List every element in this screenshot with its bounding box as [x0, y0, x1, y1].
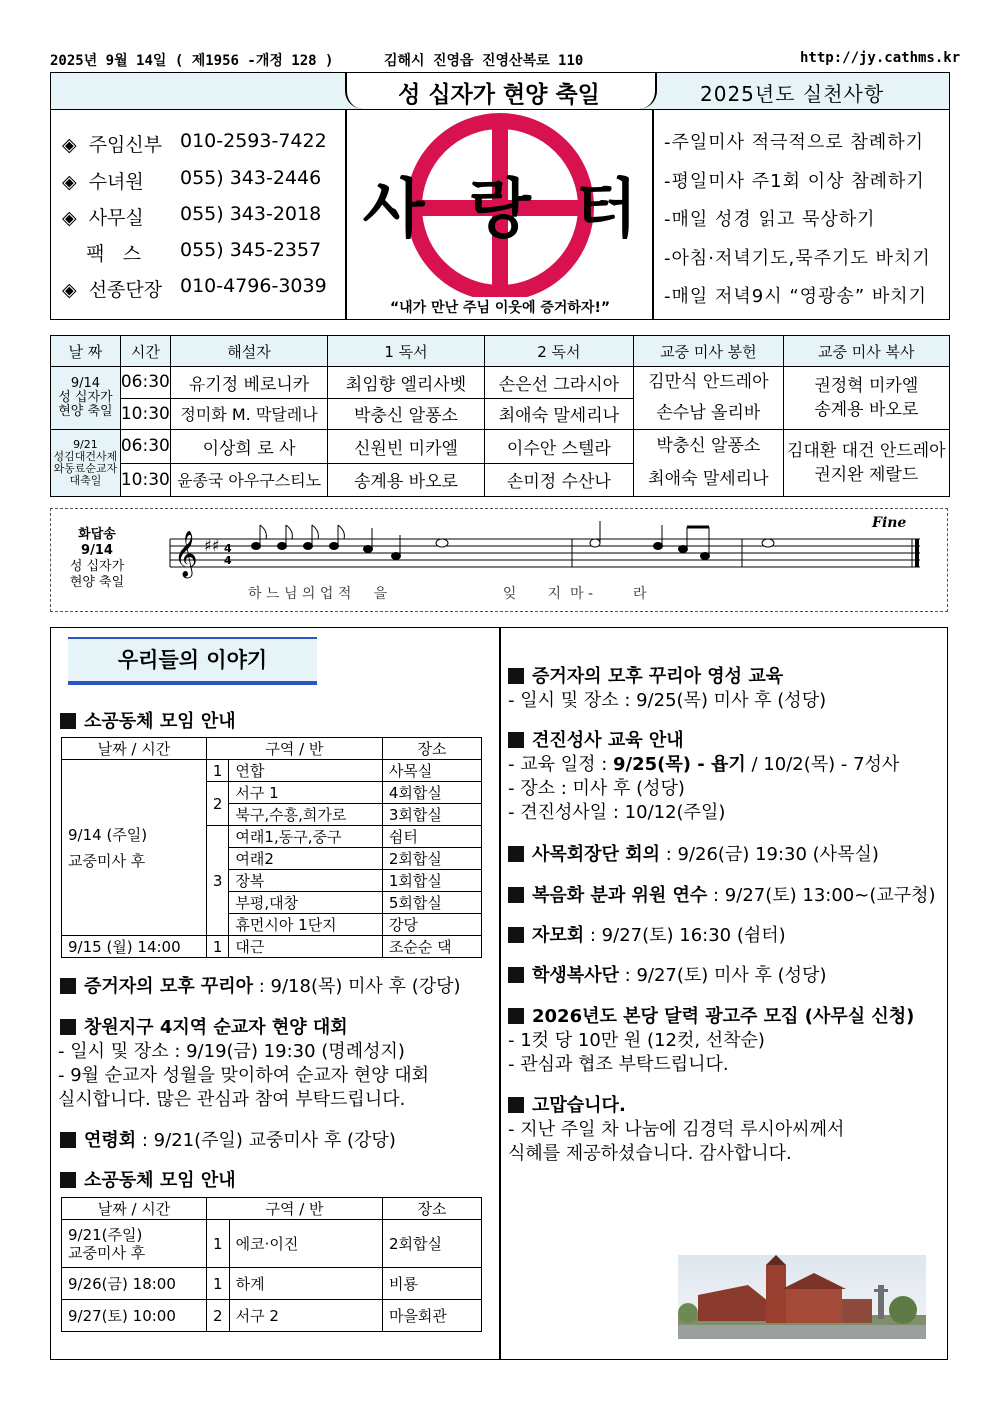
curia-education-line: - 일시 및 장소 : 9/25(목) 미사 후 (성당)	[508, 690, 827, 711]
place-cell: 사목실	[382, 760, 481, 782]
date-cell: 9/14 성 십자가 현양 축일	[51, 367, 121, 430]
thanks-line: - 지난 주일 차 나눔에 김경덕 루시아씨께서	[508, 1119, 845, 1140]
contact-convent: ◈ 수녀원 055) 343-2446	[62, 167, 322, 193]
cell: 최임향 엘리사벳	[328, 367, 484, 399]
zone-cell: 2	[207, 1300, 230, 1332]
contact-office: ◈ 사무실 055) 343-2018	[62, 203, 322, 229]
cell: 손미정 수산나	[484, 463, 633, 497]
place-cell: 4회합실	[382, 782, 481, 804]
heading-thanks: 고맙습니다.	[508, 1091, 626, 1117]
place-cell: 비룡	[382, 1268, 481, 1300]
church-photo	[678, 1255, 926, 1339]
ban-cell: 대근	[229, 936, 382, 958]
notice-council-meeting: 사목회장단 회의 : 9/26(금) 19:30 (사목실)	[508, 840, 879, 866]
place-cell: 쉼터	[382, 826, 481, 848]
ban-cell: 서구 2	[229, 1300, 382, 1332]
calendar-ads-line: - 1컷 당 10만 원 (12컷, 선착순)	[508, 1030, 765, 1051]
col-header: 장소	[382, 738, 481, 760]
time-cell: 10:30	[120, 398, 170, 430]
logo-text: 사 랑 터	[362, 173, 638, 247]
place-cell: 조순순 댁	[382, 936, 481, 958]
altar-server-cell: 권정혁 미카엘 송계용 바오로	[783, 367, 949, 430]
time-cell: 10:30	[120, 463, 170, 497]
date-cell: 9/27(토) 10:00	[62, 1300, 207, 1332]
ban-cell: 장복	[229, 870, 382, 892]
col-header: 구역 / 반	[207, 1198, 383, 1220]
col-header: 날 짜	[51, 336, 121, 367]
svg-text:4: 4	[224, 554, 232, 567]
zone-cell: 3	[206, 826, 229, 936]
zone-cell: 2	[206, 782, 229, 826]
psalm-lyric: 하 느 님 의 업 적 을 잊 지 마 - 라	[248, 586, 647, 602]
cell: 손은선 그라시아	[484, 367, 633, 399]
zone-cell: 1	[207, 1268, 230, 1300]
col-header: 해설자	[170, 336, 327, 367]
column-divider	[499, 627, 501, 1360]
cell: 정미화 M. 막달레나	[170, 398, 327, 430]
place-cell: 2회합실	[382, 1220, 481, 1268]
heading-curia-education: 증거자의 모후 꾸리아 영성 교육	[508, 662, 783, 688]
col-header: 날짜 / 시간	[62, 738, 207, 760]
section-title-stories: 우리들의 이야기	[68, 637, 317, 685]
psalm-label: 화답송 9/14 성 십자가 현양 축일	[69, 527, 125, 590]
notice-evangelization: 복음화 분과 위원 연수 : 9/27(토) 13:00~(교구청)	[508, 881, 936, 907]
divider	[345, 110, 347, 319]
cell: 송계용 바오로	[328, 463, 484, 497]
ban-cell: 북구,수흥,희가로	[229, 804, 382, 826]
place-cell: 2회합실	[382, 848, 481, 870]
community-meeting-table-1	[61, 737, 482, 958]
date-cell: 9/14 (주일) 교중미사 후	[62, 760, 207, 936]
divider	[652, 110, 654, 319]
church-address: 김해시 진영읍 진영산복로 110	[384, 53, 584, 69]
contact-fax: 팩 스 055) 345-2357	[62, 239, 322, 265]
martyrs-rally-line: - 9월 순교자 성월을 맞이하여 순교자 현양 대회	[58, 1065, 429, 1086]
ban-cell: 에코·이진	[229, 1220, 382, 1268]
practice-item: -주일미사 적극적으로 참례하기	[664, 132, 924, 153]
place-cell: 1회합실	[382, 870, 481, 892]
place-cell: 강당	[382, 914, 481, 936]
col-header: 장소	[382, 1198, 481, 1220]
mass-schedule-table	[50, 335, 950, 497]
svg-text:𝄞: 𝄞	[174, 531, 198, 577]
practice-item: -아침·저녁기도,묵주기도 바치기	[664, 248, 931, 269]
calendar-ads-line: - 관심과 협조 부탁드립니다.	[508, 1054, 729, 1075]
notice-altar-servers: 학생복사단 : 9/27(토) 미사 후 (성당)	[508, 961, 826, 987]
ban-cell: 휴먼시아 1단지	[229, 914, 382, 936]
date-cell: 9/15 (월) 14:00	[62, 936, 207, 958]
ban-cell: 부평,대창	[229, 892, 382, 914]
martyrs-rally-line: 실시합니다. 많은 관심과 참여 부탁드립니다.	[58, 1089, 406, 1110]
col-header: 날짜 / 시간	[62, 1198, 207, 1220]
cell: 이상희 로 사	[170, 430, 327, 464]
heading-martyrs-rally: 창원지구 4지역 순교자 현양 대회	[60, 1013, 348, 1039]
place-cell: 5회합실	[382, 892, 481, 914]
col-header: 2 독서	[484, 336, 633, 367]
offering-cell: 김만식 안드레아 손수남 올리바	[634, 367, 783, 430]
psalm-music-staff	[160, 515, 940, 585]
notice-curia: 증거자의 모후 꾸리아 : 9/18(목) 미사 후 (강당)	[60, 972, 461, 998]
thanks-line: 식혜를 제공하셨습니다. 감사합니다.	[508, 1143, 792, 1164]
community-meeting-table-2	[61, 1197, 482, 1332]
practice-item: -매일 저녁9시 “영광송” 바치기	[664, 286, 928, 307]
time-cell: 06:30	[120, 430, 170, 464]
heading-community-meeting-2: 소공동체 모임 안내	[60, 1166, 236, 1192]
col-header: 교중 미사 봉헌	[634, 336, 783, 367]
altar-server-cell: 김대환 대건 안드레아 권지완 제랄드	[783, 430, 949, 497]
cell: 이수안 스텔라	[484, 430, 633, 464]
zone-cell: 1	[206, 936, 229, 958]
ban-cell: 하계	[229, 1268, 382, 1300]
ban-cell: 여래2	[229, 848, 382, 870]
zone-cell: 1	[206, 760, 229, 782]
svg-text:♯♯: ♯♯	[204, 536, 220, 555]
fine-marking: Fine	[872, 515, 907, 531]
zone-cell: 1	[207, 1220, 230, 1268]
contact-funeral: ◈ 선종단장 010-4796-3039	[62, 275, 327, 301]
svg-text:4: 4	[224, 542, 232, 555]
feast-title: 성 십자가 현양 축일	[398, 82, 600, 108]
confirmation-schedule-line: - 교육 일정 : 9/25(목) - 욥기 / 10/2(목) - 7성사	[508, 754, 900, 775]
martyrs-rally-line: - 일시 및 장소 : 9/19(금) 19:30 (명례성지)	[58, 1041, 405, 1062]
place-cell: 3회합실	[382, 804, 481, 826]
place-cell: 마을회관	[382, 1300, 481, 1332]
heading-community-meeting: 소공동체 모임 안내	[60, 707, 236, 733]
ban-cell: 연합	[229, 760, 382, 782]
date-cell: 9/21(주일) 교중미사 후	[62, 1220, 207, 1268]
cell: 유기정 베로니카	[170, 367, 327, 399]
practice-title: 2025년도 실천사항	[700, 82, 885, 106]
church-url[interactable]: http://jy.cathms.kr	[800, 50, 961, 66]
col-header: 시간	[120, 336, 170, 367]
practice-item: -매일 성경 읽고 묵상하기	[664, 209, 876, 230]
notice-funeral-society: 연령회 : 9/21(주일) 교중미사 후 (강당)	[60, 1126, 396, 1152]
ban-cell: 여래1,동구,중구	[229, 826, 382, 848]
contact-pastor: ◈ 주임신부 010-2593-7422	[62, 130, 327, 156]
cell: 신원빈 미카엘	[328, 430, 484, 464]
col-header: 교중 미사 복사	[783, 336, 949, 367]
time-cell: 06:30	[120, 367, 170, 399]
date-cell: 9/21 성김대건사제 와동료순교자 대축일	[51, 430, 121, 497]
confirmation-date-line: - 견진성사일 : 10/12(주일)	[508, 802, 726, 823]
cell: 최애숙 말세리나	[484, 398, 633, 430]
cell: 박충신 알퐁소	[328, 398, 484, 430]
cell: 윤종국 아우구스티노	[170, 463, 327, 497]
date-cell: 9/26(금) 18:00	[62, 1268, 207, 1300]
logo-slogan: “내가 만난 주님 이웃에 증거하자!”	[389, 300, 611, 316]
ban-cell: 서구 1	[229, 782, 382, 804]
issue-date: 2025년 9월 14일 ( 제1956 -개정 128 )	[50, 53, 334, 69]
offering-cell: 박충신 알퐁소 최애숙 말세리나	[634, 430, 783, 497]
confirmation-place-line: - 장소 : 미사 후 (성당)	[508, 778, 685, 799]
notice-mothers: 자모회 : 9/27(토) 16:30 (쉼터)	[508, 921, 786, 947]
heading-confirmation: 견진성사 교육 안내	[508, 726, 684, 752]
col-header: 1 독서	[328, 336, 484, 367]
practice-item: -평일미사 주1회 이상 참례하기	[664, 171, 925, 192]
col-header: 구역 / 반	[206, 738, 382, 760]
heading-calendar-ads: 2026년도 본당 달력 광고주 모집 (사무실 신청)	[508, 1002, 914, 1028]
